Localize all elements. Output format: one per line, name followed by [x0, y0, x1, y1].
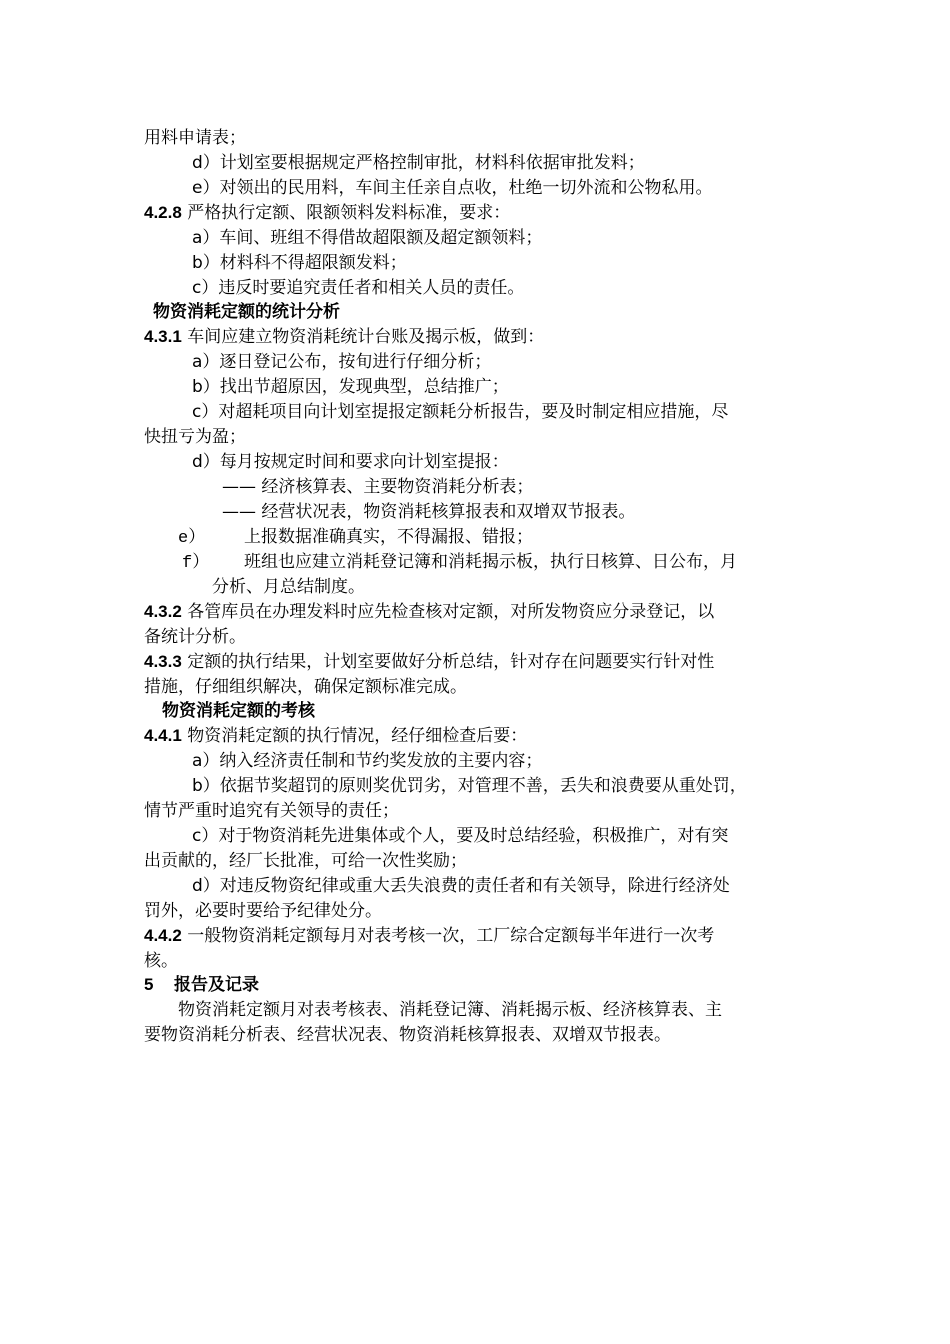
text-line: 快扭亏为盈； — [144, 427, 246, 447]
clause-number: 4.2.8 — [144, 203, 182, 222]
clause-number: 4.4.2 — [144, 926, 182, 945]
clause-text: 物资消耗定额的执行情况，经仔细检查后要： — [181, 726, 528, 746]
clause-text: 定额的执行结果，计划室要做好分析总结，针对存在问题要实行针对性 — [181, 652, 715, 672]
text-line: c）对超耗项目向计划室提报定额耗分析报告，要及时制定相应措施，尽 — [192, 402, 729, 422]
text-line: 罚外，必要时要给予纪律处分。 — [144, 901, 382, 921]
clause-number: 4.4.1 — [144, 726, 182, 745]
section-number: 5 — [144, 975, 154, 994]
clause-number: 4.3.1 — [144, 327, 182, 346]
clause-number: 4.3.2 — [144, 602, 182, 621]
text-line: 物资消耗定额月对表考核表、消耗登记簿、消耗揭示板、经济核算表、主 — [178, 1000, 722, 1020]
clause-4-3-2 — [144, 600, 714, 624]
text-line: e）对领出的民用料，车间主任亲自点收，杜绝一切外流和公物私用。 — [192, 178, 713, 198]
section-5-heading — [144, 973, 259, 997]
text-line: 出贡献的，经厂长批准，可给一次性奖励； — [144, 851, 467, 871]
text-line: b）材料科不得超限额发料； — [192, 253, 407, 273]
list-label: e） — [178, 529, 206, 548]
text-line: 措施，仔细组织解决，确保定额标准完成。 — [144, 677, 467, 697]
text-line: a）纳入经济责任制和节约奖发放的主要内容； — [192, 751, 543, 771]
text-line: 要物资消耗分析表、经营状况表、物资消耗核算报表、双增双节报表。 — [144, 1025, 671, 1045]
clause-text: 严格执行定额、限额领料发料标准，要求： — [181, 203, 511, 223]
text-line: —— 经营状况表，物资消耗核算报表和双增双节报表。 — [222, 502, 636, 522]
list-text: 上报数据准确真实，不得漏报、错报； — [244, 527, 533, 547]
clause-4-2-8 — [144, 201, 510, 225]
clause-number: 4.3.3 — [144, 652, 182, 671]
list-item-e — [178, 525, 533, 551]
text-line: —— 经济核算表、主要物资消耗分析表； — [222, 477, 534, 497]
list-label: f） — [182, 554, 210, 573]
clause-4-4-2 — [144, 924, 714, 948]
list-item-f — [182, 550, 737, 576]
text-line: 情节严重时追究有关领导的责任； — [144, 801, 399, 821]
clause-4-3-1 — [144, 325, 544, 349]
clause-4-3-3 — [144, 650, 714, 674]
text-line: 分析、月总结制度。 — [212, 577, 365, 597]
clause-text: 一般物资消耗定额每月对表考核一次，工厂综合定额每半年进行一次考 — [181, 926, 715, 946]
text-line: d）对违反物资纪律或重大丢失浪费的责任者和有关领导，除进行经济处 — [192, 876, 730, 896]
text-line: b）依据节奖超罚的原则奖优罚劣，对管理不善，丢失和浪费要从重处罚， — [192, 776, 747, 796]
clause-4-4-1 — [144, 724, 527, 748]
text-line: 核。 — [144, 951, 178, 971]
list-text: 班组也应建立消耗登记簿和消耗揭示板，执行日核算、日公布，月 — [244, 552, 737, 572]
text-line: 用料申请表； — [144, 128, 246, 148]
clause-text: 车间应建立物资消耗统计台账及揭示板，做到： — [181, 327, 545, 347]
text-line: d）每月按规定时间和要求向计划室提报： — [192, 452, 509, 472]
text-line: a）车间、班组不得借故超限额及超定额领料； — [192, 228, 543, 248]
text-line: c）违反时要追究责任者和相关人员的责任。 — [192, 278, 525, 298]
section-heading: 物资消耗定额的统计分析 — [153, 302, 340, 322]
text-line: b）找出节超原因，发现典型，总结推广； — [192, 377, 509, 397]
text-line: a）逐日登记公布，按旬进行仔细分析； — [192, 352, 492, 372]
text-line: 备统计分析。 — [144, 627, 246, 647]
section-heading: 物资消耗定额的考核 — [162, 701, 315, 721]
clause-text: 各管库员在办理发料时应先检查核对定额，对所发物资应分录登记，以 — [181, 602, 715, 622]
section-title: 报告及记录 — [174, 975, 259, 995]
text-line: d）计划室要根据规定严格控制审批，材料科依据审批发料； — [192, 153, 645, 173]
text-line: c）对于物资消耗先进集体或个人，要及时总结经验，积极推广，对有突 — [192, 826, 729, 846]
